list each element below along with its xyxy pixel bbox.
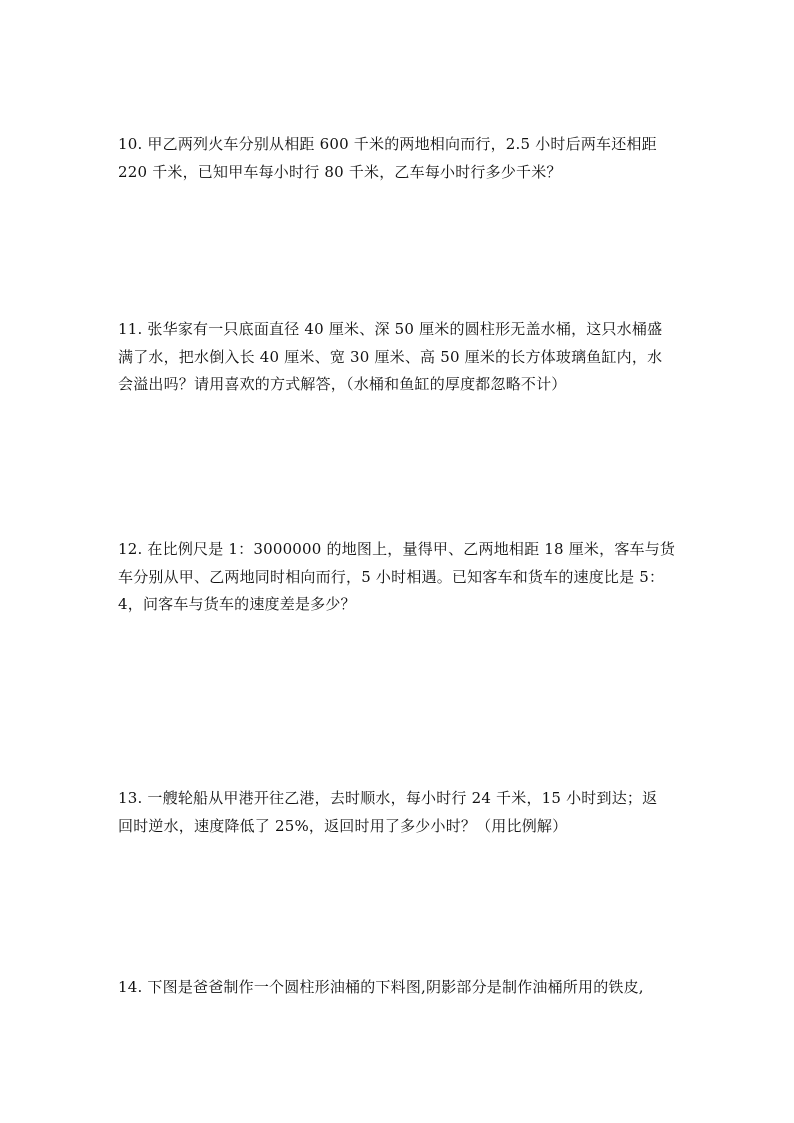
problem-11 [118, 316, 688, 399]
problem-11-line-3: 会溢出吗？请用喜欢的方式解答，（水桶和鱼缸的厚度都忽略不计） [118, 375, 567, 393]
problem-10-line-2: 220 千米，已知甲车每小时行 80 千米，乙车每小时行多少千米？ [118, 162, 562, 181]
problem-12 [118, 536, 688, 619]
problem-11-line-1: 11. 张华家有一只底面直径 40 厘米、深 50 厘米的圆柱形无盖水桶，这只水桶盛 [118, 320, 663, 338]
problem-12-line-2: 车分别从甲、乙两地同时相向而行，5 小时相遇。已知客车和货车的速度比是 5： [118, 567, 665, 586]
problem-13 [118, 785, 688, 840]
problem-10-line-1: 10. 甲乙两列火车分别从相距 600 千米的两地相向而行，2.5 小时后两车还相距 [118, 135, 657, 153]
problem-13-line-1: 13. 一艘轮船从甲港开往乙港，去时顺水，每小时行 24 千米，15 小时到达；返 [118, 789, 658, 807]
problem-12-line-1: 12. 在比例尺是 1：3000000 的地图上，量得甲、乙两地相距 18 厘米，客车与货 [118, 540, 676, 558]
problem-14 [118, 974, 688, 1002]
problem-14-line-1: 14. 下图是爸爸制作一个圆柱形油桶的下料图,阴影部分是制作油桶所用的铁皮, [118, 978, 644, 996]
problem-10 [118, 131, 688, 186]
problem-12-line-3: 4，问客车与货车的速度差是多少？ [118, 595, 356, 613]
problem-13-line-2: 回时逆水，速度降低了 25%，返回时用了多少小时？（用比例解） [118, 816, 568, 835]
problem-11-line-2: 满了水，把水倒入长 40 厘米、宽 30 厘米、高 50 厘米的长方体玻璃鱼缸内，水 [118, 347, 663, 366]
